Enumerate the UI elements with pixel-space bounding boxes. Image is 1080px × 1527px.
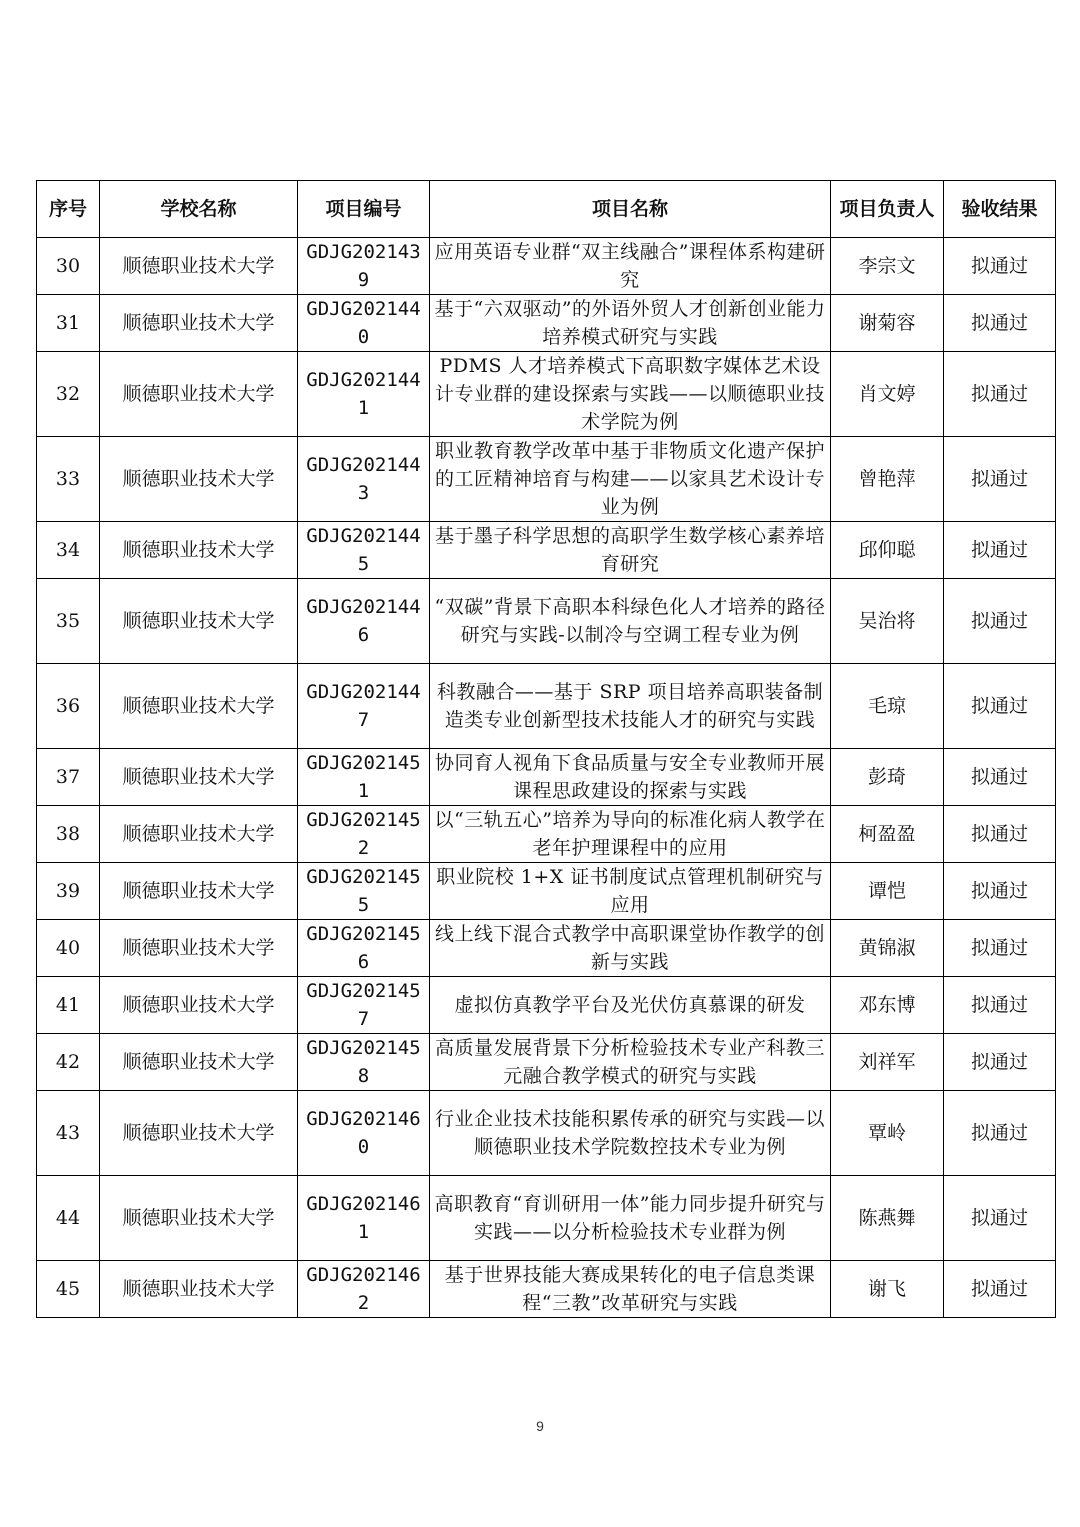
row-school: 顺德职业技术大学: [100, 238, 298, 295]
row-index: 45: [37, 1261, 100, 1318]
table-row: [37, 664, 1056, 749]
row-title: 基于世界技能大赛成果转化的电子信息类课程“三教”改革研究与实践: [430, 1261, 831, 1318]
row-school: 顺德职业技术大学: [100, 664, 298, 749]
table-row: [37, 1034, 1056, 1091]
table-row: [37, 977, 1056, 1034]
page-number: 9: [536, 1418, 544, 1434]
row-code: GDJG2021439: [298, 238, 430, 295]
table-row: [37, 238, 1056, 295]
row-title: 基于墨子科学思想的高职学生数学核心素养培育研究: [430, 522, 831, 579]
row-index: 41: [37, 977, 100, 1034]
row-result: 拟通过: [944, 749, 1056, 806]
row-leader: 彭琦: [831, 749, 944, 806]
row-code: GDJG2021458: [298, 1034, 430, 1091]
row-school: 顺德职业技术大学: [100, 806, 298, 863]
row-index: 33: [37, 437, 100, 522]
row-code: GDJG2021447: [298, 664, 430, 749]
row-leader: 毛琼: [831, 664, 944, 749]
table-row: [37, 437, 1056, 522]
row-index: 36: [37, 664, 100, 749]
row-code: GDJG2021451: [298, 749, 430, 806]
row-result: 拟通过: [944, 579, 1056, 664]
header-code: 项目编号: [298, 181, 430, 238]
row-result: 拟通过: [944, 806, 1056, 863]
row-code: GDJG2021460: [298, 1091, 430, 1176]
row-index: 39: [37, 863, 100, 920]
row-school: 顺德职业技术大学: [100, 579, 298, 664]
row-leader: 李宗文: [831, 238, 944, 295]
row-result: 拟通过: [944, 920, 1056, 977]
table-row: [37, 1176, 1056, 1261]
row-school: 顺德职业技术大学: [100, 863, 298, 920]
row-title: 线上线下混合式教学中高职课堂协作教学的创新与实践: [430, 920, 831, 977]
row-title: PDMS 人才培养模式下高职数字媒体艺术设计专业群的建设探索与实践——以顺德职业技术学院为例: [430, 352, 831, 437]
row-code: GDJG2021457: [298, 977, 430, 1034]
row-school: 顺德职业技术大学: [100, 1261, 298, 1318]
row-code: GDJG2021455: [298, 863, 430, 920]
row-school: 顺德职业技术大学: [100, 749, 298, 806]
row-index: 32: [37, 352, 100, 437]
row-leader: 肖文婷: [831, 352, 944, 437]
table-row: [37, 1261, 1056, 1318]
row-school: 顺德职业技术大学: [100, 1034, 298, 1091]
row-result: 拟通过: [944, 352, 1056, 437]
row-title: 高职教育“育训研用一体”能力同步提升研究与实践——以分析检验技术专业群为例: [430, 1176, 831, 1261]
row-title: 行业企业技术技能积累传承的研究与实践—以顺德职业技术学院数控技术专业为例: [430, 1091, 831, 1176]
table-row: [37, 1091, 1056, 1176]
row-code: GDJG2021443: [298, 437, 430, 522]
row-index: 42: [37, 1034, 100, 1091]
header-index: 序号: [37, 181, 100, 238]
header-school: 学校名称: [100, 181, 298, 238]
table-row: [37, 806, 1056, 863]
row-index: 40: [37, 920, 100, 977]
row-school: 顺德职业技术大学: [100, 1176, 298, 1261]
row-result: 拟通过: [944, 238, 1056, 295]
row-code: GDJG2021462: [298, 1261, 430, 1318]
header-row: [37, 181, 1056, 238]
row-title: 协同育人视角下食品质量与安全专业教师开展课程思政建设的探索与实践: [430, 749, 831, 806]
header-result: 验收结果: [944, 181, 1056, 238]
row-leader: 黄锦淑: [831, 920, 944, 977]
row-index: 34: [37, 522, 100, 579]
row-result: 拟通过: [944, 295, 1056, 352]
table-row: [37, 749, 1056, 806]
row-result: 拟通过: [944, 437, 1056, 522]
row-index: 35: [37, 579, 100, 664]
table-row: [37, 863, 1056, 920]
row-code: GDJG2021445: [298, 522, 430, 579]
row-title: 基于“六双驱动”的外语外贸人才创新创业能力培养模式研究与实践: [430, 295, 831, 352]
row-result: 拟通过: [944, 1176, 1056, 1261]
row-leader: 邓东博: [831, 977, 944, 1034]
header-leader: 项目负责人: [831, 181, 944, 238]
row-school: 顺德职业技术大学: [100, 437, 298, 522]
row-leader: 吴治将: [831, 579, 944, 664]
row-leader: 刘祥军: [831, 1034, 944, 1091]
row-leader: 覃岭: [831, 1091, 944, 1176]
row-index: 30: [37, 238, 100, 295]
row-title: “双碳”背景下高职本科绿色化人才培养的路径研究与实践-以制冷与空调工程专业为例: [430, 579, 831, 664]
row-title: 高质量发展背景下分析检验技术专业产科教三元融合教学模式的研究与实践: [430, 1034, 831, 1091]
row-code: GDJG2021456: [298, 920, 430, 977]
row-title: 应用英语专业群“双主线融合”课程体系构建研究: [430, 238, 831, 295]
table-row: [37, 522, 1056, 579]
row-index: 43: [37, 1091, 100, 1176]
row-school: 顺德职业技术大学: [100, 1091, 298, 1176]
row-index: 38: [37, 806, 100, 863]
table-row: [37, 352, 1056, 437]
table-row: [37, 579, 1056, 664]
row-leader: 谢菊容: [831, 295, 944, 352]
row-result: 拟通过: [944, 977, 1056, 1034]
row-result: 拟通过: [944, 1034, 1056, 1091]
row-code: GDJG2021452: [298, 806, 430, 863]
row-index: 44: [37, 1176, 100, 1261]
row-school: 顺德职业技术大学: [100, 295, 298, 352]
row-title: 职业教育教学改革中基于非物质文化遗产保护的工匠精神培育与构建——以家具艺术设计专业为例: [430, 437, 831, 522]
row-leader: 柯盈盈: [831, 806, 944, 863]
table-row: [37, 920, 1056, 977]
row-leader: 谢飞: [831, 1261, 944, 1318]
row-school: 顺德职业技术大学: [100, 977, 298, 1034]
row-result: 拟通过: [944, 664, 1056, 749]
row-leader: 邱仰聪: [831, 522, 944, 579]
row-leader: 谭恺: [831, 863, 944, 920]
row-school: 顺德职业技术大学: [100, 920, 298, 977]
row-title: 以“三轨五心”培养为导向的标准化病人教学在老年护理课程中的应用: [430, 806, 831, 863]
row-school: 顺德职业技术大学: [100, 522, 298, 579]
row-title: 职业院校 1+X 证书制度试点管理机制研究与应用: [430, 863, 831, 920]
row-code: GDJG2021441: [298, 352, 430, 437]
row-title: 科教融合——基于 SRP 项目培养高职装备制造类专业创新型技术技能人才的研究与实践: [430, 664, 831, 749]
row-code: GDJG2021461: [298, 1176, 430, 1261]
row-leader: 曾艳萍: [831, 437, 944, 522]
row-index: 37: [37, 749, 100, 806]
row-result: 拟通过: [944, 863, 1056, 920]
row-code: GDJG2021446: [298, 579, 430, 664]
row-index: 31: [37, 295, 100, 352]
row-leader: 陈燕舞: [831, 1176, 944, 1261]
row-title: 虚拟仿真教学平台及光伏仿真慕课的研发: [430, 977, 831, 1034]
row-result: 拟通过: [944, 522, 1056, 579]
table-row: [37, 295, 1056, 352]
row-result: 拟通过: [944, 1261, 1056, 1318]
row-result: 拟通过: [944, 1091, 1056, 1176]
row-code: GDJG2021440: [298, 295, 430, 352]
row-school: 顺德职业技术大学: [100, 352, 298, 437]
results-table: [36, 180, 1056, 1318]
header-title: 项目名称: [430, 181, 831, 238]
